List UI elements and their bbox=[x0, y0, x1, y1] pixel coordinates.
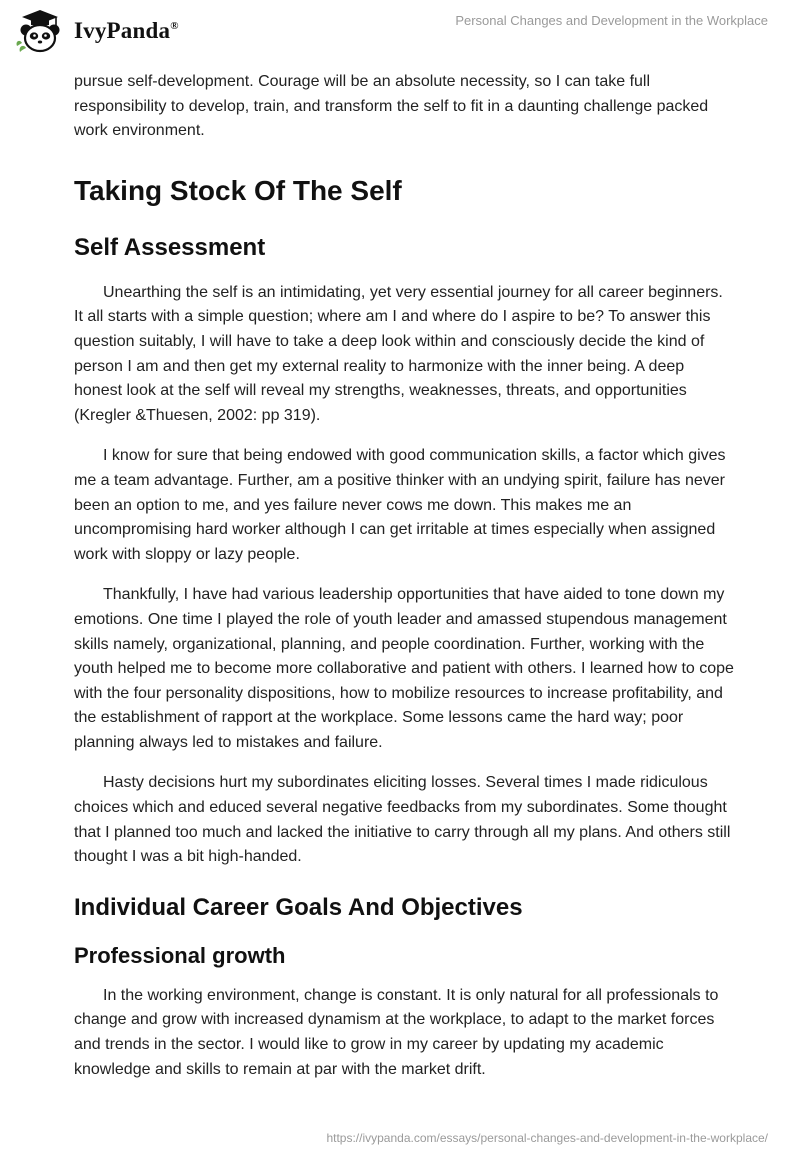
paragraph: I know for sure that being endowed with good communication skills, a factor which gives me a team advantage. Further, am a positive thinker with an undying spirit, failure has never been an option to me, and yes failure never cows me down. This makes me an uncompromising hard worker although I can get irritable at times especially when assigned work with sloppy or lazy people. bbox=[74, 447, 726, 563]
subheading-self-assessment: Self Assessment bbox=[74, 233, 266, 261]
paragraph: Thankfully, I have had various leadership opportunities that have aided to tone down my emotions. One time I played the role of youth leader and amassed stupendous management skills namely, organizational, planning, and people coordination. Further, working with the youth helped me to become more collaborative and patient with others. I learned how to cope with the four personality dispositions, how to mobilize resources to increase profitability, and the establishment of rapport at the workplace. Some lessons came the hard way; poor planning always led to mistakes and failure. bbox=[74, 586, 734, 751]
paragraph: Unearthing the self is an intimidating, yet very essential journey for all career beginners. It all starts with a simple question; where am I and where do I aspire to be? To answer this question suitably, I will have to take a deep look within and consciously decide the kind of person I am and then get my external reality to harmonize with the inner being. A deep honest look at the self will reveal my strengths, weaknesses, threats, and opportunities (Kregler &Thuesen, 2002: pp 319). bbox=[74, 283, 723, 424]
logo-wordmark bbox=[74, 18, 179, 44]
section-heading-taking-stock: Taking Stock Of The Self bbox=[74, 174, 402, 206]
panda-graduation-cap-icon bbox=[14, 8, 66, 54]
source-url[interactable]: https://ivypanda.com/essays/personal-changes-and-development-in-the-workplace/ bbox=[326, 1131, 768, 1145]
intro-paragraph: pursue self-development. Courage will be an absolute necessity, so I can take full responsibility to develop, train, and transform the self to fit in a daunting challenge packed work environment. bbox=[74, 73, 709, 140]
essay-content bbox=[74, 70, 734, 1098]
subheading-career-goals: Individual Career Goals And Objectives bbox=[74, 893, 523, 921]
paragraph: In the working environment, change is constant. It is only natural for all professionals to change and grow with increased dynamism at the workplace, to adapt to the market forces and trends in the sector. I would like to grow in my career by updating my academic knowledge and skills to remain at par with the market drift. bbox=[74, 986, 719, 1078]
document-title: Personal Changes and Development in the Workplace bbox=[455, 13, 768, 28]
ivypanda-logo[interactable] bbox=[14, 8, 179, 54]
registered-mark: ® bbox=[170, 20, 179, 32]
page-header bbox=[0, 0, 800, 60]
paragraph: Hasty decisions hurt my subordinates eliciting losses. Several times I made ridiculous choices which and educed several negative feedbacks from my subordinates. Some thought that I planned too much and lacked the initiative to carry through all my plans. And others still thought I was a bit high-handed. bbox=[74, 774, 731, 866]
subheading-professional-growth: Professional growth bbox=[74, 942, 286, 968]
logo-text: IvyPanda bbox=[74, 18, 171, 43]
